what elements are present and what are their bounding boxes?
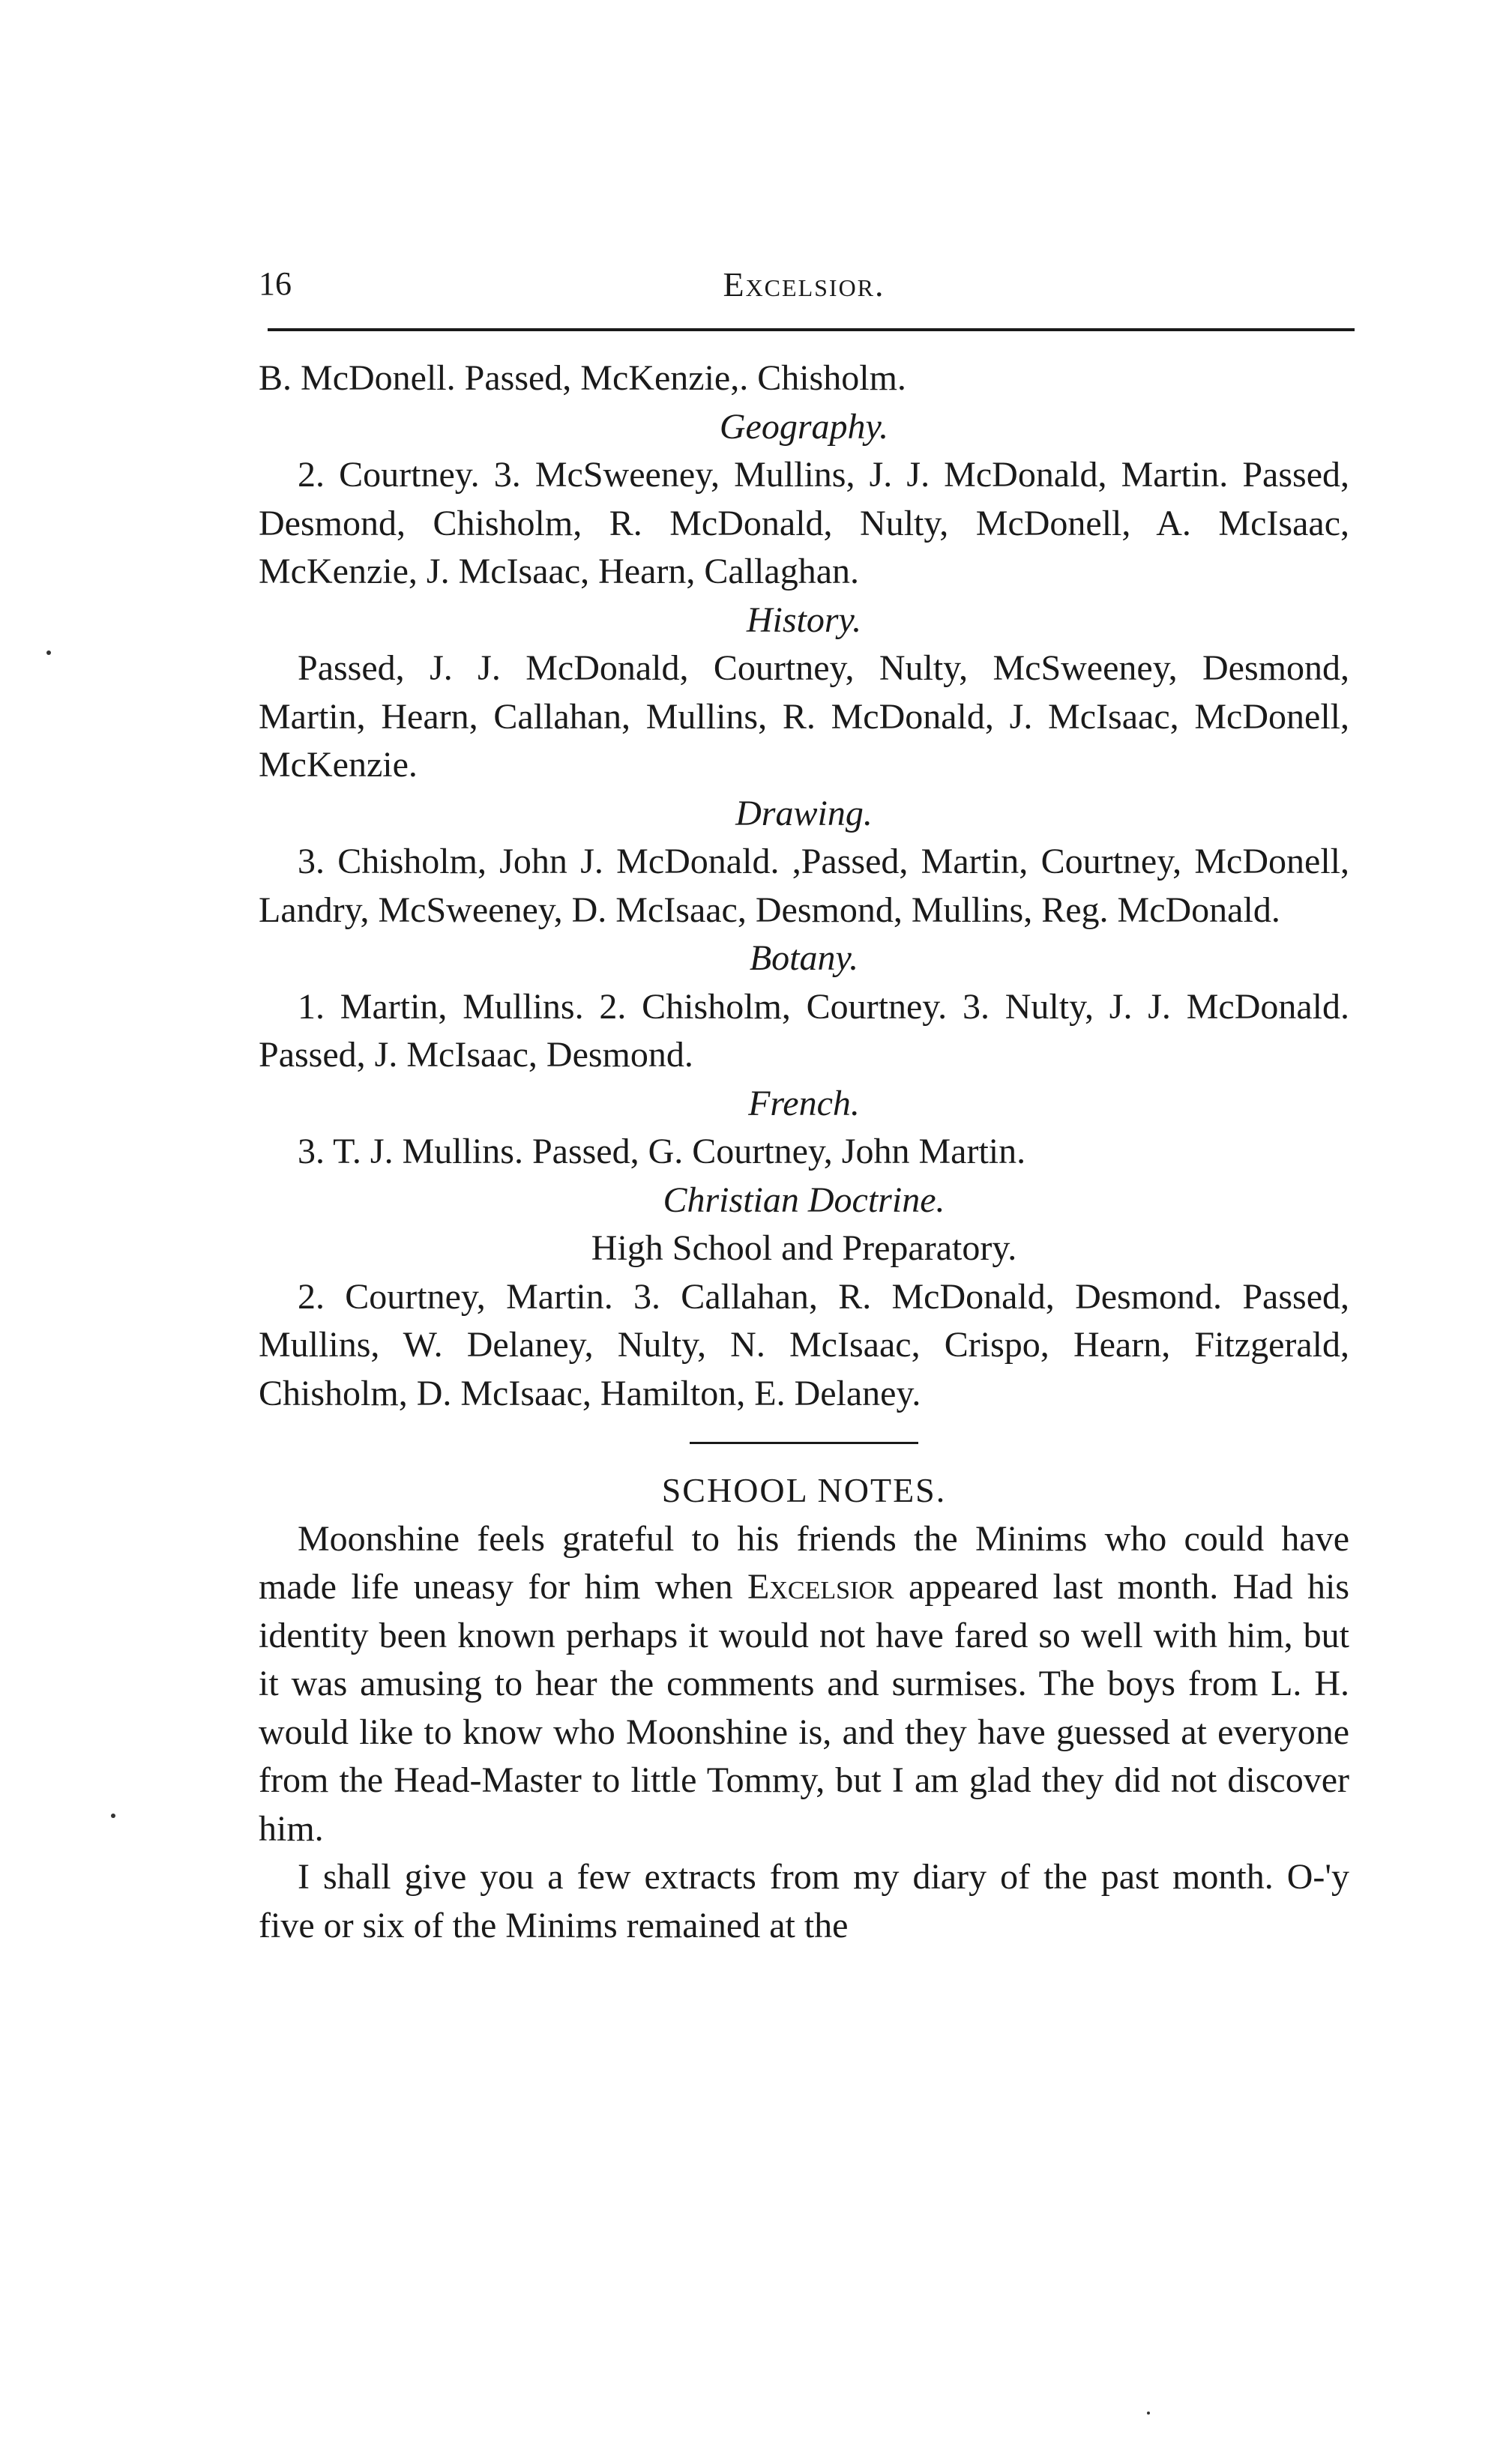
- results-botany: 1. Martin, Mullins. 2. Chisholm, Courtney. 3. Nulty, J. J. McDonald. Passed, J. McIsaac, Desmond.: [259, 986, 1349, 1075]
- results-drawing: 3. Chisholm, John J. McDonald. ,Passed, Martin, Courtney, McDonell, Landry, McSweeney, D. McIsaac, Desmond, Mullins, Reg. McDonald.: [259, 842, 1349, 930]
- scan-speck: [111, 1814, 115, 1818]
- subject-heading-christian-doctrine: Christian Doctrine.: [663, 1180, 945, 1220]
- subject-heading-french: French.: [748, 1083, 860, 1123]
- page-number: 16: [259, 265, 292, 302]
- school-notes-title: SCHOOL NOTES.: [661, 1471, 947, 1509]
- paragraph-1-text-after: appeared last month. Had his identity been known perhaps it would not have fared so well with him, but it was amusing to hear the comments and surmises. The boys from L. H. would like to know who Moonshine is, and they have guessed at everyone from the Head-Master to little Tommy, but I am glad they did not discover him.: [259, 1567, 1349, 1849]
- subject-heading-botany: Botany.: [749, 938, 859, 978]
- scan-speck: [1147, 2412, 1150, 2415]
- scan-speck: [46, 650, 51, 655]
- book-page: [259, 251, 1349, 1945]
- excelsior-mention: Excelsior: [747, 1567, 894, 1607]
- paragraph-1-text-before: Moonshine feels grateful to his friends the Minims who could have made life uneasy for him when: [259, 1518, 1349, 1607]
- opening-line: B. McDonell. Passed, McKenzie,. Chisholm.: [259, 358, 906, 398]
- page-header: [259, 251, 1349, 304]
- page-body: [259, 354, 1349, 1950]
- subject-heading-drawing: Drawing.: [735, 793, 873, 833]
- results-french: 3. T. J. Mullins. Passed, G. Courtney, John Martin.: [298, 1132, 1026, 1171]
- school-notes-paragraph-1: [259, 1515, 1349, 1854]
- subject-heading-geography: Geography.: [719, 406, 889, 447]
- results-history: Passed, J. J. McDonald, Courtney, Nulty, McSweeney, Desmond, Martin, Hearn, Callahan, Mullins, R. McDonald, J. McIsaac, McDonell, McKenzie.: [259, 648, 1349, 785]
- school-notes-paragraph-2: I shall give you a few extracts from my diary of the past month. O-'y five or six of the Minims remained at the: [259, 1857, 1349, 1945]
- subheading-high-school: High School and Preparatory.: [591, 1228, 1017, 1268]
- results-christian-doctrine: 2. Courtney, Martin. 3. Callahan, R. McDonald, Desmond. Passed, Mullins, W. Delaney, Nulty, N. McIsaac, Crispo, Hearn, Fitzgerald, Chisholm, D. McIsaac, Hamilton, E. Delaney.: [259, 1276, 1349, 1413]
- subject-heading-history: History.: [746, 600, 862, 640]
- header-rule: [268, 328, 1355, 331]
- results-geography: 2. Courtney. 3. McSweeney, Mullins, J. J. McDonald, Martin. Passed, Desmond, Chisholm, R. McDonald, Nulty, McDonell, A. McIsaac, McKenzie, J. McIsaac, Hearn, Callaghan.: [259, 455, 1349, 591]
- section-divider: [690, 1442, 918, 1444]
- running-head: Excelsior.: [723, 265, 885, 304]
